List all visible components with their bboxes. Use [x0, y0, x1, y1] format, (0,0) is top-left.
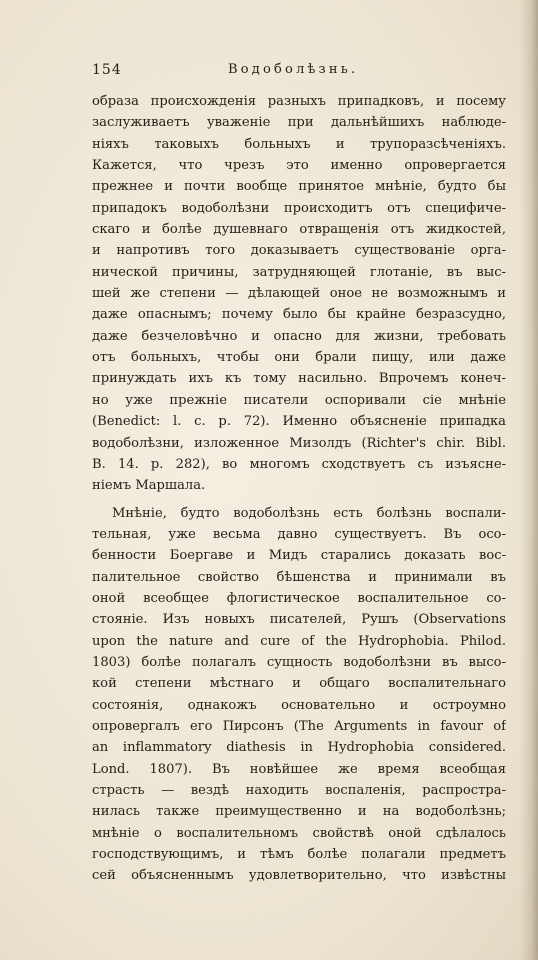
text-line: страсть — вездѣ находить воспаленія, распростра- [92, 783, 506, 798]
text-line: ніемъ Маршала. [92, 478, 206, 494]
text-line: палительное свойство бѣшенства и принимали въ [92, 569, 506, 585]
running-header [92, 62, 504, 84]
paragraph [92, 503, 506, 887]
text-line: заслуживаетъ уваженіе при дальнѣйшихъ наблюде- [92, 115, 506, 131]
text-line: припадокъ водоболѣзни происходитъ отъ специфиче- [92, 200, 506, 216]
text-line: стояніе. Изъ новыхъ писателей, Рушъ (Observations [92, 612, 506, 628]
text-line: нилась также преимущественно и на водоболѣзнь; [92, 804, 506, 820]
text-line: но уже прежніе писатели оспоривали сіе мнѣніе [92, 392, 506, 408]
text-line: Мнѣніе, будто водоболѣзнь есть болѣзнь воспали- [112, 505, 506, 521]
text-line: бенности Боергаве и Мидъ старались доказать вос- [92, 548, 506, 564]
text-line: и напротивъ того доказываетъ существованіе орга- [92, 243, 506, 259]
text-line: тельная, уже весьма давно существуетъ. Въ осо- [92, 526, 506, 542]
text-line: Кажется, что чрезъ это именно опровергается [92, 158, 506, 174]
text-line: скаго и болѣе душевнаго отвращенія отъ жидкостей, [92, 222, 506, 238]
text-line: оной всеобщее флогистическое воспалительное со- [92, 590, 506, 606]
text-line: B. 14. p. 282), во многомъ сходствуетъ съ изъясне- [92, 456, 506, 472]
text-line: кой степени мѣстнаго и общаго воспалительнаго [92, 676, 506, 692]
text-line: даже безчеловѣчно и опасно для жизни, требовать [92, 328, 506, 344]
text-line: an inflammatory diathesis in Hydrophobia considered. [92, 740, 506, 756]
text-line: господствующимъ, и тѣмъ болѣе полагали предметъ [92, 847, 506, 863]
text-line: опровергалъ его Пирсонъ (The Arguments in favour of [92, 718, 506, 734]
running-title: Водоболѣзнь. [228, 62, 359, 77]
paragraph [92, 91, 506, 497]
text-line: мнѣніе о воспалительномъ свойствѣ оной сдѣлалось [92, 825, 506, 841]
text-line: водоболѣзни, изложенное Мизолдъ (Richter's chir. Bibl. [92, 435, 506, 451]
text-line: сей объясненнымъ удовлетворительно, что извѣстны [92, 868, 506, 884]
text-line: состоянія, однакожъ основательно и остроумно [92, 697, 506, 713]
page-number: 154 [92, 62, 122, 78]
text-line: Lond. 1807). Въ новѣйшее же время всеобщая [92, 761, 506, 777]
text-line: ніяхъ таковыхъ больныхъ и трупоразсѣченіяхъ. [92, 136, 506, 152]
text-line: принуждать ихъ къ тому насильно. Впрочемъ конеч- [92, 371, 506, 387]
text-line: (Benedict: l. c. p. 72). Именно объясненіе припадка [92, 414, 506, 430]
body-text [92, 91, 506, 887]
text-line: шей же степени — дѣлающей оное не возможнымъ и [92, 286, 506, 302]
page-edge-shadow [520, 0, 538, 960]
text-line: нической причины, затрудняющей глотаніе, въ выс- [92, 264, 506, 280]
text-line: образа происхожденія разныхъ припадковъ, и посему [92, 94, 506, 109]
text-line: прежнее и почти вообще принятое мнѣніе, будто бы [92, 179, 506, 195]
text-line: upon the nature and cure of the Hydrophobia. Philod. [92, 633, 506, 649]
text-line: отъ больныхъ, чтобы они брали пищу, или даже [92, 350, 506, 366]
text-line: даже опаснымъ; почему было бы крайне безразсудно, [92, 307, 506, 323]
text-line: 1803) болѣе полагалъ сущность водоболѣзни въ высо- [92, 654, 506, 670]
